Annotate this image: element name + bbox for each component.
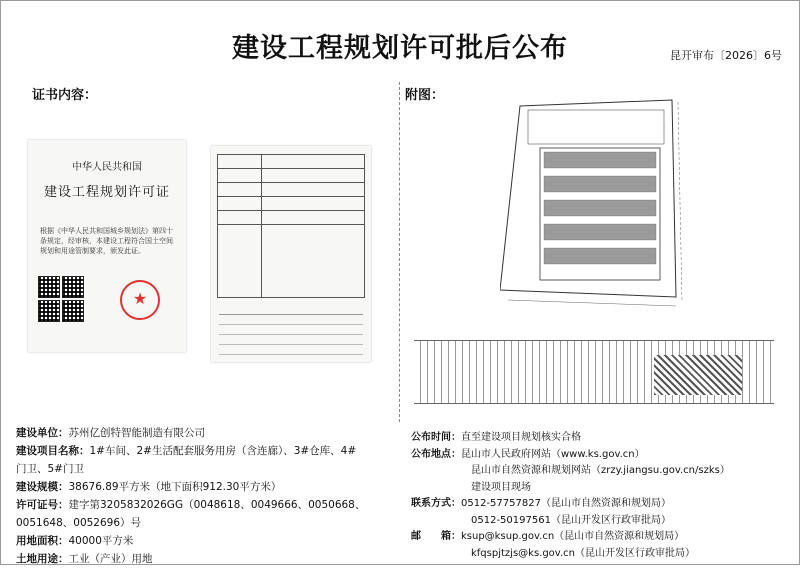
- elevation-drawing: [414, 340, 774, 404]
- info-row-publish-place-3: 建设项目现场: [471, 481, 531, 493]
- info-row-publish-time: 公布时间：直至建设项目规划核实合格: [411, 432, 581, 443]
- permit-details-image: [211, 146, 371, 362]
- info-row-contact: 联系方式：0512-57757827（昆山市自然资源和规划局）: [411, 498, 671, 509]
- info-row-scale: 建设规模：38676.89平方米（地下面积912.30平方米）: [16, 481, 282, 493]
- permit-certificate-image: [28, 140, 186, 352]
- official-seal-icon: ★: [120, 280, 160, 320]
- certificate-country: 中华人民共和国: [72, 162, 142, 173]
- site-plan-drawing: [500, 92, 705, 317]
- certificate-name: 建设工程规划许可证: [43, 185, 170, 200]
- info-row-publish-place-2: 昆山市自然资源和规划网站（zrzy.jiangsu.gov.cn/szks）: [471, 465, 730, 476]
- info-row-permit-number-cont: 0051648、0052696）号: [16, 517, 142, 529]
- section-divider: [399, 82, 400, 422]
- info-row-construction-unit: 建设单位：苏州亿创特智能制造有限公司: [16, 427, 205, 439]
- qr-code-icon: [62, 300, 84, 322]
- qr-code-icon: [38, 300, 60, 322]
- permit-notes-block: [219, 306, 363, 355]
- qr-code-icon: [38, 276, 60, 298]
- info-row-permit-number: 许可证号：建字第3205832026GG（0048618、0049666、0050668、: [16, 499, 366, 511]
- info-row-email: 邮 箱：ksup@ksup.gov.cn（昆山市自然资源和规划局）: [411, 531, 685, 542]
- project-info-left: [16, 424, 365, 568]
- elevation-hatched-facade: [654, 355, 742, 395]
- publication-info-right: [411, 430, 730, 562]
- info-row-land-area: 用地面积：40000平方米: [16, 535, 134, 547]
- permit-details-table: [217, 154, 365, 298]
- attachment-section-label: 附图：: [405, 88, 445, 103]
- document-number: 昆开审布〔2026〕6号: [670, 49, 782, 62]
- info-row-project-name: 建设项目名称：1#车间、2#生活配套服务用房（含连廊）、3#仓库、4#: [16, 445, 357, 457]
- info-row-contact-2: 0512-50197561（昆山开发区行政审批局）: [471, 514, 671, 526]
- qr-code-icon: [62, 276, 84, 298]
- info-row-project-name-cont: 门卫、5#门卫: [16, 463, 84, 475]
- certificate-section-label: 证书内容：: [32, 88, 98, 103]
- info-row-publish-place: 公布地点：昆山市人民政府网站（www.ks.gov.cn）: [411, 448, 645, 460]
- page-title: 建设工程规划许可批后公布: [232, 33, 568, 64]
- info-row-land-use: 土地用途：工业（产业）用地: [16, 553, 153, 565]
- certificate-body-text: 根据《中华人民共和国城乡规划法》第四十条规定，经审核，本建设工程符合国土空间规划和用途管制要求，颁发此证。: [40, 227, 173, 255]
- info-row-email-2: kfqspjtzjs@ks.gov.cn（昆山开发区行政审批局）: [471, 547, 695, 559]
